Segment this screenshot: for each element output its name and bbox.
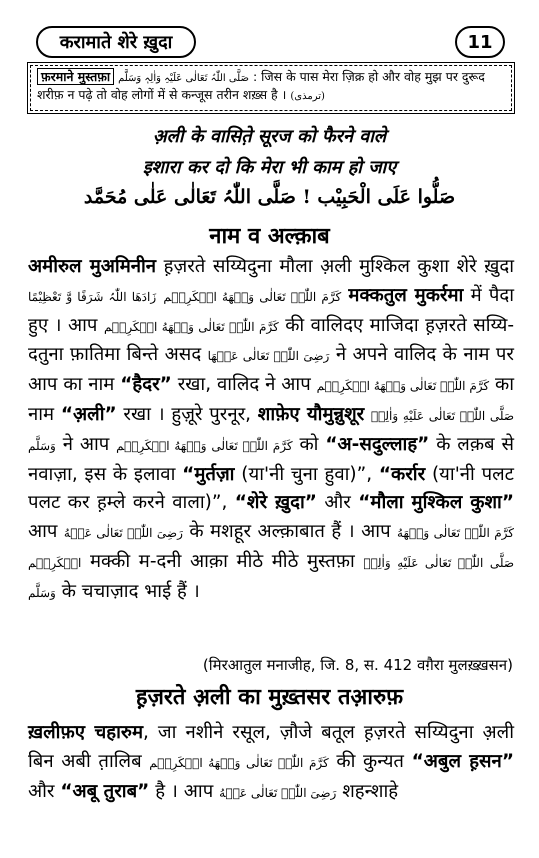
hadith-line-1 — [37, 69, 505, 87]
section-heading-names-titles: नाम व अल्क़ाब — [209, 224, 330, 249]
hadith-text-2: शरीफ़ न पढ़े तो वोह लोगों में से कन्जूस तरीन शख़्स है । — [37, 87, 287, 102]
text-run: और — [316, 492, 359, 514]
text-run: है । आप — [149, 780, 220, 802]
bold-phrase: “अबुल ह़सन” — [411, 750, 514, 772]
bold-phrase: “मौला मुश्किल कुशा” — [358, 492, 514, 514]
hadith-line-2 — [37, 87, 505, 105]
text-run: के लक़ब से नवाज़ा, इस के इलावा — [28, 433, 515, 485]
arabic-honorific: رَضِیَ اللّٰہُ تَعَالٰی عَنۡهُ — [219, 785, 337, 800]
arabic-honorific: كَرَّمَ اللّٰہُ تَعَالٰی وَجۡهَهُ الۡكَرِیۡم — [149, 755, 329, 770]
hadith-box — [27, 62, 515, 114]
text-run: (या'नी चुना हुवा)”, — [234, 463, 379, 485]
arabic-honorific: كَرَّمَ اللّٰہُ تَعَالٰی وَجۡهَهُ الۡكَرِیۡم — [316, 379, 490, 394]
hadith-text-1: : जिस के पास मेरा ज़िक्र हो और वोह मुझ पर दुरूद — [252, 69, 485, 84]
text-run: और — [28, 780, 61, 802]
arabic-honorific: كَرَّمَ اللّٰہُ تَعَالٰی وَجۡهَهُ الۡكَرِیۡم — [116, 438, 293, 453]
arabic-honorific: كَرَّمَ اللّٰہُ تَعَالٰی وَجۡهَهُ الۡكَرِیۡم — [163, 289, 342, 304]
couplet-line-1: अ़ली के वासित़े सूरज को फैरने वाले — [152, 126, 387, 147]
bold-phrase: शाफ़ेए यौमुन्नुशूर — [257, 403, 365, 425]
arabic-honorific: كَرَّمَ اللّٰہُ تَعَالٰی وَجۡهَهُ الۡكَرِیۡم — [103, 319, 279, 334]
bold-phrase: “मुर्तज़ा — [182, 463, 235, 485]
paragraph-introduction — [28, 719, 514, 807]
arabic-honorific: رَضِیَ اللّٰہُ تَعَالٰی عَنۡهَا — [207, 349, 330, 364]
arabic-honorific: صَلَّی اللّٰہُ تَعَالٰی عَلَیْهِ وَاٰلِهٖ وَسَلَّم — [28, 555, 515, 600]
text-run: की कुन्यत — [328, 750, 412, 772]
salutation-line: صَلُّوا عَلَی الْحَبِیْب ! صَلَّی اللّٰہُ تَعَالٰی عَلٰی مُحَمَّد — [83, 186, 456, 208]
text-run: के चचाज़ाद भाई हैं । — [55, 580, 200, 602]
text-run: रखा, वालिद ने आप — [171, 374, 317, 396]
bold-phrase: अमीरुल मुअमिनीन — [28, 256, 157, 277]
bold-phrase: “हैदर” — [120, 374, 172, 396]
text-run: में पैदा हुए । आप — [28, 284, 514, 336]
bold-phrase: मक्कतुल मुकर्रमा — [348, 284, 464, 306]
text-run: की वालिदए माजिदा ह़ज़रते सय्यि-दतुना फ़ातिमा बिन्ते असद — [28, 314, 515, 366]
text-run: शहन्शाहे — [336, 780, 399, 802]
page-number: 11 — [455, 26, 505, 58]
couplet-line-2: इशारा कर दो कि मेरा भी काम हो जाए — [142, 157, 397, 178]
bold-phrase: “अ़ली” — [60, 403, 117, 425]
hadith-heading: फ़रमाने मुस्तफ़ा — [37, 68, 114, 85]
bold-phrase: “अबू तुराब” — [60, 780, 150, 802]
bold-phrase: “अ-सदुल्लाह” — [325, 433, 430, 455]
text-run: (या'नी पलट पलट कर ह़म्ले करने वाला)”, — [28, 463, 514, 514]
text-run: आप — [28, 521, 64, 543]
arabic-honorific: رَضِیَ اللّٰہُ تَعَالٰی عَنۡهُ — [63, 526, 183, 541]
section-heading-introduction: ह़ज़रते अ़ली का मुख़्तसर तआ़रुफ़ — [135, 685, 404, 710]
reference-citation: (मिरआतुल मनाजीह, जि. 8, स. 412 वग़ैरा मुलख़्ख़सन) — [202, 656, 513, 674]
paragraph-names-titles — [28, 253, 514, 608]
text-run: मक्की म-दनी आक़ा मीठे मीठे मुस्तफ़ा — [81, 550, 364, 572]
text-run: को — [292, 433, 326, 455]
text-run: , जा नशीने रसूल, ज़ौजे बतूल ह़ज़रते सय्यिदुना अ़ली बिन अबी त़ालिब — [28, 722, 514, 772]
text-run: ने आप — [55, 433, 117, 455]
text-run: रखा । हुज़ूरे पुरनूर, — [116, 403, 258, 425]
bold-phrase: ख़लीफ़ए चहारुम — [28, 722, 144, 743]
arabic-honorific: زَادَھَا اللّٰہُ شَرَفًا وَّ تَعْظِیْمًا — [28, 289, 157, 304]
hadith-source: (ترمذی) — [290, 91, 325, 102]
text-run: ह़ज़रते सय्यिदुना मौला अ़ली मुश्किल कुशा शेरे ख़ुदा — [156, 256, 514, 277]
bold-phrase: “कर्रार — [378, 463, 426, 485]
book-title: करामाते शेरे ख़ुदा — [36, 26, 196, 58]
text-run: ने अपने वालिद के नाम पर आप का नाम — [28, 344, 514, 396]
arabic-honorific: كَرَّمَ اللّٰہُ تَعَالٰی وَجۡهَهُ الۡكَرِیۡم — [28, 526, 514, 570]
arabic-honorific: صَلَّی اللّٰہُ تَعَالٰی عَلَیْهِ وَاٰلِهٖ وَسَلَّم — [28, 408, 515, 453]
hadith-box-inner — [30, 65, 512, 111]
text-run: का नाम — [28, 374, 514, 425]
text-run — [364, 404, 371, 425]
bold-phrase: “शेरे ख़ुदा” — [234, 492, 317, 514]
hadith-salawat: صَلَّی اللّٰہُ تَعَالٰی عَلَیْہِ وَاٰلِہٖ وَسَلَّم — [118, 73, 249, 84]
text-run: के मशहूर अल्क़ाबात हैं । आप — [182, 521, 398, 543]
